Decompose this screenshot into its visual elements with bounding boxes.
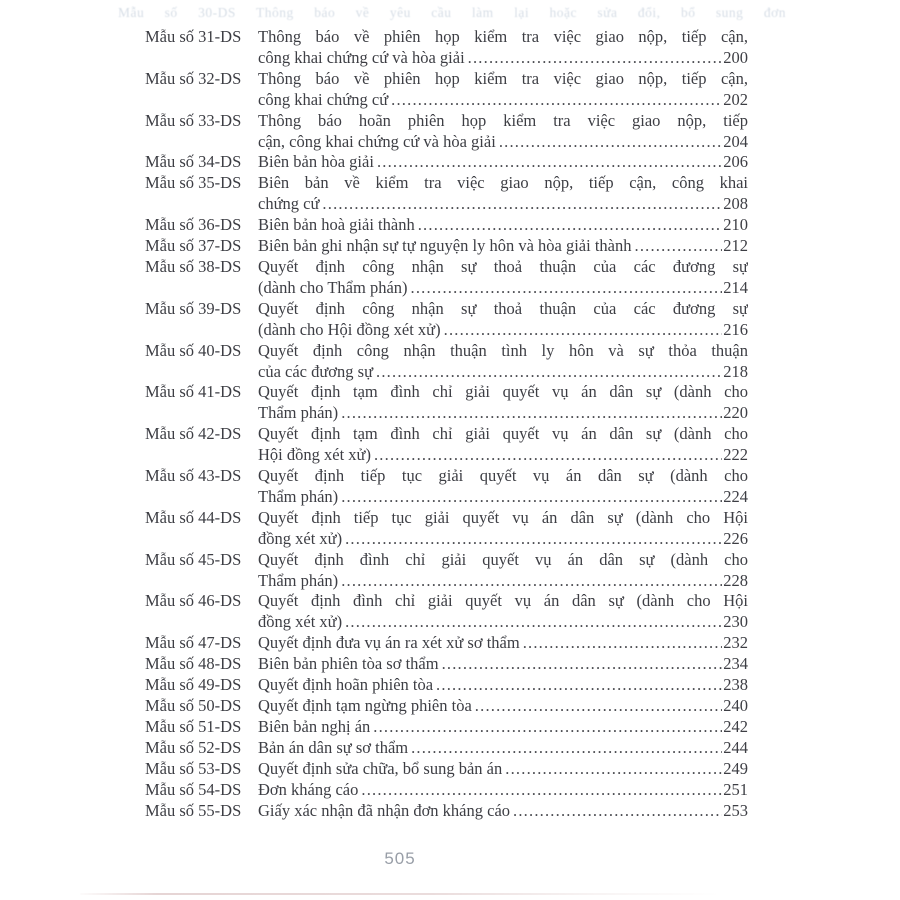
dot-leader: [499, 132, 722, 153]
toc-entry: [145, 550, 748, 592]
toc-entry-title-line: Thông báo về phiên họp kiểm tra việc giao nộp, tiếp cận,: [258, 27, 748, 46]
toc-entry-title: [258, 738, 748, 759]
toc-entry-label: Mẫu số 42-DS: [145, 424, 242, 444]
toc-entry-title-line: Biên bản nghị án: [258, 716, 371, 736]
toc-entry-last-line: [258, 132, 748, 153]
toc-entry-title: [258, 257, 748, 299]
toc-entry-title-line: Thông báo về phiên họp kiểm tra việc giao nộp, tiếp cận,: [258, 68, 748, 88]
toc-entry: [145, 738, 748, 759]
toc-entry: [145, 759, 748, 780]
toc-entry: [145, 382, 748, 424]
dot-leader: [345, 612, 722, 633]
toc-entry-title: [258, 299, 748, 341]
toc-entry-last-line: [258, 529, 748, 550]
toc-entry-page-number: 208: [723, 194, 748, 214]
toc-entry-page-number: 253: [723, 800, 748, 820]
toc-entry-page-number: 226: [723, 528, 748, 548]
toc-entry-label: Mẫu số 48-DS: [145, 654, 242, 674]
toc-entry-label: Mẫu số 47-DS: [145, 633, 242, 653]
toc-entry: [145, 717, 748, 738]
toc-entry-last-line: [258, 633, 748, 654]
toc-entry-label: Mẫu số 39-DS: [145, 298, 242, 318]
toc-entry-title-line: Biên bản ghi nhận sự tự nguyện ly hôn và hòa giải thành: [258, 236, 632, 256]
toc-entry: [145, 152, 748, 173]
toc-entry-page-number: 230: [723, 612, 748, 632]
toc-entry: [145, 591, 748, 633]
toc-entry-title: [258, 215, 748, 236]
toc-entry-title-line: Quyết định tạm đình chỉ giải quyết vụ án dân sự (dành cho: [258, 424, 748, 444]
toc-entry-title: [258, 27, 748, 69]
toc-entry-title: [258, 633, 748, 654]
dot-leader: [341, 403, 722, 424]
toc-entry-page-number: 204: [723, 131, 748, 151]
dot-leader: [505, 759, 722, 780]
dot-leader: [391, 90, 722, 111]
toc-entry-last-line: [258, 780, 748, 801]
toc-entry-last-line: [258, 48, 748, 69]
toc-entry-page-number: 234: [723, 654, 748, 674]
toc-entry-title-line: Quyết định công nhận thuận tình ly hôn và sự thỏa thuận: [258, 340, 748, 360]
toc-entry-title: [258, 152, 748, 173]
dot-leader: [376, 362, 722, 383]
dot-leader: [322, 194, 722, 215]
toc-entry-label: Mẫu số 37-DS: [145, 236, 242, 256]
toc-entry-page-number: 242: [723, 716, 748, 736]
toc-entry-label: Mẫu số 34-DS: [145, 152, 242, 172]
toc-entry-title: [258, 236, 748, 257]
toc-entry: [145, 633, 748, 654]
toc-entry-title-line: Quyết định tạm ngừng phiên tòa: [258, 696, 472, 715]
toc-entry: [145, 27, 748, 69]
toc-entry-page-number: 210: [723, 215, 748, 235]
toc-entry-label: Mẫu số 35-DS: [145, 173, 242, 193]
toc-entry: [145, 69, 748, 111]
toc-entry-label: Mẫu số 40-DS: [145, 340, 242, 360]
toc-entry-page-number: 249: [723, 758, 748, 778]
toc-entry-title-line: Quyết định công nhận sự thoả thuận của các đương sự: [258, 298, 748, 318]
toc-entry-last-line: [258, 717, 748, 738]
toc-entry-page-number: 216: [723, 319, 748, 339]
toc-entry-last-line: [258, 571, 748, 592]
toc-entry-label: Mẫu số 44-DS: [145, 507, 242, 527]
toc-entry-title-line: Quyết định đình chỉ giải quyết vụ án dân sự (dành cho: [258, 549, 748, 569]
toc-entry: [145, 801, 748, 822]
toc-entry-title-line: Giấy xác nhận đã nhận đơn kháng cáo: [258, 800, 511, 820]
dot-leader: [468, 48, 723, 69]
toc-entry-title-line: Biên bản hòa giải: [258, 152, 374, 172]
toc-entry: [145, 111, 748, 153]
toc-entry-title-line: Biên bản hoà giải thành: [258, 215, 415, 235]
toc-entry-label: Mẫu số 50-DS: [145, 696, 242, 715]
toc-entry-title-line: đồng xét xử): [258, 528, 343, 548]
toc-entry-title: [258, 111, 748, 153]
dot-leader: [436, 675, 722, 696]
toc-entry-label: Mẫu số 51-DS: [145, 716, 242, 736]
dot-leader: [475, 696, 722, 717]
toc-entry-page-number: 200: [723, 47, 748, 67]
toc-entry-title-line: của các đương sự: [258, 361, 374, 381]
toc-entry-title-line: công khai chứng cứ và hòa giải: [258, 47, 465, 67]
toc-entry-title-line: Quyết định công nhận sự thoả thuận của các đương sự: [258, 256, 748, 276]
toc-entry-title-line: Quyết định hoãn phiên tòa: [258, 675, 434, 695]
toc-entry-title-line: chứng cứ: [258, 194, 320, 214]
toc-entry-title-line: Quyết định tiếp tục giải quyết vụ án dân sự (dành cho Hội: [258, 507, 748, 527]
toc-entry-title-line: Thẩm phán): [258, 570, 339, 590]
toc-entry-title: [258, 341, 748, 383]
dot-leader: [345, 529, 722, 550]
toc-entry: [145, 508, 748, 550]
toc-entry: [145, 236, 748, 257]
toc-entry-page-number: 244: [723, 737, 748, 757]
toc-entry-last-line: [258, 759, 748, 780]
dot-leader: [374, 445, 722, 466]
toc-entry-title-line: Thẩm phán): [258, 486, 339, 506]
toc-entry-last-line: [258, 152, 748, 173]
toc-entry-title-line: Biên bản về kiểm tra việc giao nộp, tiếp cận, công khai: [258, 173, 748, 193]
toc-entry-page-number: 222: [723, 445, 748, 465]
toc-entry: [145, 299, 748, 341]
toc-entry-last-line: [258, 90, 748, 111]
toc-entry-last-line: [258, 236, 748, 257]
toc-entry-page-number: 212: [723, 236, 748, 256]
toc-entry-title: [258, 675, 748, 696]
dot-leader: [411, 278, 723, 299]
toc-entry-title-line: Thông báo hoãn phiên họp kiểm tra việc giao nộp, tiếp: [258, 110, 748, 130]
toc-entry-title-line: (dành cho Hội đồng xét xử): [258, 319, 441, 339]
toc-entry-label: Mẫu số 33-DS: [145, 110, 242, 130]
toc-entry-title-line: Bản án dân sự sơ thẩm: [258, 737, 409, 757]
toc-entry-title: [258, 424, 748, 466]
toc-entry-page-number: 224: [723, 486, 748, 506]
toc-entry-last-line: [258, 278, 748, 299]
toc-entry: [145, 654, 748, 675]
toc-entry-title-line: Quyết định đình chỉ giải quyết vụ án dân sự (dành cho Hội: [258, 591, 748, 611]
toc-entry-page-number: 238: [723, 675, 748, 695]
toc-entry-label: Mẫu số 31-DS: [145, 27, 242, 46]
toc-entry-label: Mẫu số 55-DS: [145, 800, 242, 820]
dot-leader: [523, 633, 723, 654]
toc-entry-title-line: Quyết định sửa chữa, bổ sung bản án: [258, 758, 503, 778]
bleed-through-text: Mẫu số 30-DS Thông báo về yêu cầu làm lại hoặc sửa đổi, bổ sung đơn: [118, 5, 786, 20]
toc-entry-page-number: 240: [723, 696, 748, 715]
toc-entry-title: [258, 801, 748, 822]
toc-entry-title: [258, 508, 748, 550]
toc-entry: [145, 257, 748, 299]
toc-entry-last-line: [258, 696, 748, 717]
toc-entry-title-line: Quyết định đưa vụ án ra xét xử sơ thẩm: [258, 633, 520, 653]
dot-leader: [361, 780, 722, 801]
toc-entry-last-line: [258, 487, 748, 508]
dot-leader: [341, 571, 722, 592]
toc-entry-page-number: 220: [723, 403, 748, 423]
toc-entry-label: Mẫu số 46-DS: [145, 591, 242, 611]
toc-entry-page-number: 228: [723, 570, 748, 590]
toc-entry-title-line: Thẩm phán): [258, 403, 339, 423]
toc-entry-last-line: [258, 801, 748, 822]
dot-leader: [373, 717, 722, 738]
toc-entry-page-number: 218: [723, 361, 748, 381]
toc-entry-title: [258, 69, 748, 111]
toc-entry-page-number: 206: [723, 152, 748, 172]
toc-entry-last-line: [258, 215, 748, 236]
toc-entry-label: Mẫu số 38-DS: [145, 256, 242, 276]
dot-leader: [411, 738, 722, 759]
dot-leader: [418, 215, 723, 236]
toc-entry-title: [258, 780, 748, 801]
toc-entry-title-line: Hội đồng xét xử): [258, 445, 371, 465]
toc-entry-label: Mẫu số 54-DS: [145, 779, 242, 799]
toc-entry-title: [258, 173, 748, 215]
toc-entry-page-number: 214: [723, 277, 748, 297]
toc-entry-title: [258, 759, 748, 780]
toc-entry: [145, 173, 748, 215]
toc-entry-last-line: [258, 320, 748, 341]
toc-entry: [145, 696, 748, 717]
toc-entry: [145, 424, 748, 466]
toc-entry-title-line: Biên bản phiên tòa sơ thẩm: [258, 654, 439, 674]
page-number: 505: [384, 849, 416, 868]
toc-entry-title-line: Quyết định tiếp tục giải quyết vụ án dân sự (dành cho: [258, 466, 748, 486]
dot-leader: [341, 487, 722, 508]
toc-entry-page-number: 251: [723, 779, 748, 799]
toc-entry-title: [258, 717, 748, 738]
toc-entry-label: Mẫu số 43-DS: [145, 466, 242, 486]
dot-leader: [444, 320, 723, 341]
toc-entry-title-line: công khai chứng cứ: [258, 89, 389, 109]
toc-entry-title: [258, 696, 748, 717]
toc-entry-page-number: 232: [723, 633, 748, 653]
toc-entry-last-line: [258, 445, 748, 466]
toc-entry-last-line: [258, 675, 748, 696]
toc-entry-last-line: [258, 194, 748, 215]
toc-entry-label: Mẫu số 52-DS: [145, 737, 242, 757]
toc-entry-title-line: (dành cho Thẩm phán): [258, 277, 408, 297]
toc-entry-label: Mẫu số 49-DS: [145, 675, 242, 695]
toc-entry-label: Mẫu số 36-DS: [145, 215, 242, 235]
dot-leader: [513, 801, 722, 822]
toc-entry: [145, 466, 748, 508]
scan-edge-line: [80, 893, 720, 895]
toc-entry-last-line: [258, 362, 748, 383]
toc-entry-title: [258, 382, 748, 424]
toc-entry-title-line: cận, công khai chứng cứ và hòa giải: [258, 131, 496, 151]
toc-entry: [145, 780, 748, 801]
toc-entry-label: Mẫu số 45-DS: [145, 549, 242, 569]
toc-entry-last-line: [258, 403, 748, 424]
toc-entry: [145, 675, 748, 696]
dot-leader: [377, 152, 722, 173]
toc-entry-label: Mẫu số 41-DS: [145, 382, 242, 402]
toc-entry-last-line: [258, 738, 748, 759]
dot-leader: [442, 654, 723, 675]
toc-entry-title: [258, 550, 748, 592]
toc-entry-title-line: Quyết định tạm đình chỉ giải quyết vụ án dân sự (dành cho: [258, 382, 748, 402]
toc-entry: [145, 341, 748, 383]
toc-entry-label: Mẫu số 32-DS: [145, 68, 242, 88]
toc-entry-title-line: đồng xét xử): [258, 612, 343, 632]
toc-entry-title: [258, 591, 748, 633]
toc-entry-title: [258, 466, 748, 508]
toc-entry-title-line: Đơn kháng cáo: [258, 779, 359, 799]
toc-entry-label: Mẫu số 53-DS: [145, 758, 242, 778]
toc-list: [145, 27, 748, 821]
toc-entry: [145, 215, 748, 236]
toc-entry-last-line: [258, 612, 748, 633]
toc-entry-page-number: 202: [723, 89, 748, 109]
toc-entry-title: [258, 654, 748, 675]
dot-leader: [635, 236, 723, 257]
toc-entry-last-line: [258, 654, 748, 675]
